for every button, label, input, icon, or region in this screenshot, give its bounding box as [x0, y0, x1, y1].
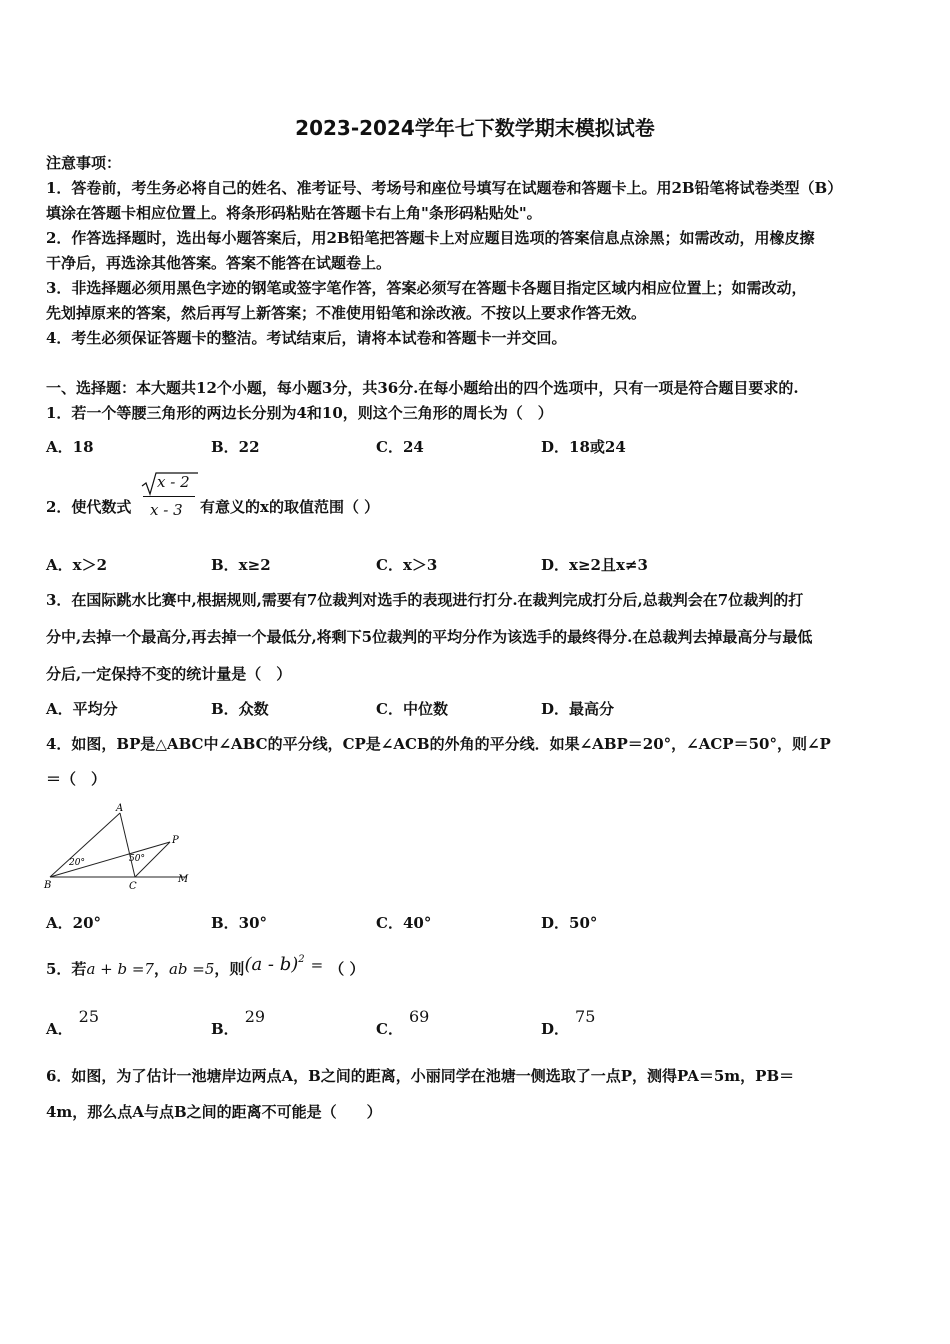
- figure-label-p: P: [172, 835, 179, 846]
- question-3-option-d: D．最高分: [541, 700, 615, 718]
- question-2-option-b: B．x≥2: [211, 556, 271, 574]
- question-5-option-d: [541, 1007, 596, 1039]
- figure-angle-50: 50°: [129, 854, 145, 864]
- option-label: D．: [541, 1020, 570, 1038]
- notes-line: 2．作答选择题时，选出每小题答案后，用2B铅笔把答题卡上对应题目选项的答案信息点涂黑；如需改动，用橡皮擦: [46, 229, 815, 247]
- fraction-bar: [143, 496, 195, 497]
- question-4-option-b: B．30°: [211, 914, 268, 932]
- fraction-denominator: x - 3: [150, 501, 183, 519]
- question-1-stem: 1．若一个等腰三角形的两边长分别为4和10，则这个三角形的周长为（ ）: [46, 404, 553, 422]
- question-5-option-b: [211, 1007, 266, 1039]
- option-value: 29: [244, 1007, 266, 1026]
- question-6-line: 6．如图，为了估计一池塘岸边两点A，B之间的距离，小丽同学在池塘一侧选取了一点P，测得PA＝5m，PB＝: [46, 1067, 795, 1085]
- expression: (a - b): [244, 954, 299, 975]
- question-2-option-a: A．x＞2: [46, 556, 108, 574]
- option-label: B．: [211, 1020, 239, 1038]
- equals-sign: =: [310, 956, 324, 974]
- question-1-option-a: A．18: [46, 438, 94, 456]
- question-4-option-a: A．20°: [46, 914, 102, 932]
- figure-label-c: C: [129, 881, 137, 892]
- question-2-stem-after: 有意义的x的取值范围（ ）: [200, 498, 380, 516]
- question-3-option-c: C．中位数: [376, 700, 448, 718]
- notes-heading: 注意事项：: [46, 154, 122, 172]
- question-3-option-a: A．平均分: [46, 700, 118, 718]
- question-1-option-b: B．22: [211, 438, 260, 456]
- question-4-line: ＝（ ）: [46, 770, 107, 788]
- question-1-option-c: C．24: [376, 438, 424, 456]
- question-4-option-c: C．40°: [376, 914, 432, 932]
- figure-label-a: A: [116, 803, 124, 814]
- fraction-numerator: x - 2: [157, 473, 190, 491]
- question-2-option-d: D．x≥2且x≠3: [541, 556, 648, 574]
- figure-label-m: M: [178, 874, 189, 885]
- question-5-suffix: （ ）: [329, 960, 365, 978]
- section-heading: 一、选择题：本大题共12个小题，每小题3分，共36分.在每小题给出的四个选项中，只有一项是符合题目要求的.: [46, 379, 799, 397]
- option-value: 75: [575, 1007, 596, 1026]
- question-4-line: 4．如图，BP是△ABC中∠ABC的平分线，CP是∠ACB的外角的平分线．如果∠ABP＝20°，∠ACP＝50°，则∠P: [46, 735, 831, 753]
- notes-line: 4．考生必须保证答题卡的整洁。考试结束后，请将本试卷和答题卡一并交回。: [46, 329, 567, 347]
- figure-label-b: B: [44, 880, 52, 891]
- option-label: C．: [376, 1020, 403, 1038]
- question-4-option-d: D．50°: [541, 914, 598, 932]
- option-label: A．: [46, 1020, 73, 1038]
- page-title: 2023-2024学年七下数学期末模拟试卷: [295, 116, 655, 140]
- option-value: 25: [78, 1007, 99, 1026]
- notes-line: 干净后，再选涂其他答案。答案不能答在试题卷上。: [46, 254, 392, 272]
- question-5-stem: [46, 954, 365, 979]
- question-6-line: 4m，那么点A与点B之间的距离不可能是（ ）: [46, 1103, 382, 1121]
- notes-line: 3．非选择题必须用黑色字迹的钢笔或签字笔作答，答案必须写在答题卡各题目指定区域内相应位置上；如需改动，: [46, 279, 807, 297]
- condition-sum: a + b =7: [86, 960, 154, 978]
- question-2-option-c: C．x＞3: [376, 556, 438, 574]
- question-1-option-d: D．18或24: [541, 438, 626, 456]
- question-3-option-b: B．众数: [211, 700, 269, 718]
- condition-product: ab =5: [168, 960, 215, 978]
- question-5-option-c: [376, 1007, 430, 1039]
- question-3-line: 分中,去掉一个最高分,再去掉一个最低分,将剩下5位裁判的平均分作为该选手的最终得分.在总裁判去掉最高分与最低: [46, 628, 813, 646]
- notes-line: 1．答卷前，考生务必将自己的姓名、准考证号、考场号和座位号填写在试题卷和答题卡上。用2B铅笔将试卷类型（B）: [46, 179, 843, 197]
- question-2-stem-before: 2．使代数式: [46, 498, 132, 516]
- question-5-option-a: [46, 1007, 99, 1039]
- notes-line: 先划掉原来的答案，然后再写上新答案；不准使用铅笔和涂改液。不按以上要求作答无效。: [46, 304, 647, 322]
- triangle-figure: [40, 798, 200, 894]
- then-word: ，则: [214, 960, 245, 978]
- exponent: 2: [298, 954, 305, 965]
- option-value: 69: [408, 1007, 430, 1026]
- separator: ，: [153, 960, 169, 978]
- figure-angle-20: 20°: [69, 858, 85, 868]
- question-5-prefix: 5．若: [46, 960, 87, 978]
- question-3-line: 3．在国际跳水比赛中,根据规则,需要有7位裁判对选手的表现进行打分.在裁判完成打分后,总裁判会在7位裁判的打: [46, 591, 804, 609]
- question-3-line: 分后,一定保持不变的统计量是（ ）: [46, 665, 292, 683]
- notes-line: 填涂在答题卡相应位置上。将条形码粘贴在答题卡右上角"条形码粘贴处"。: [46, 204, 542, 222]
